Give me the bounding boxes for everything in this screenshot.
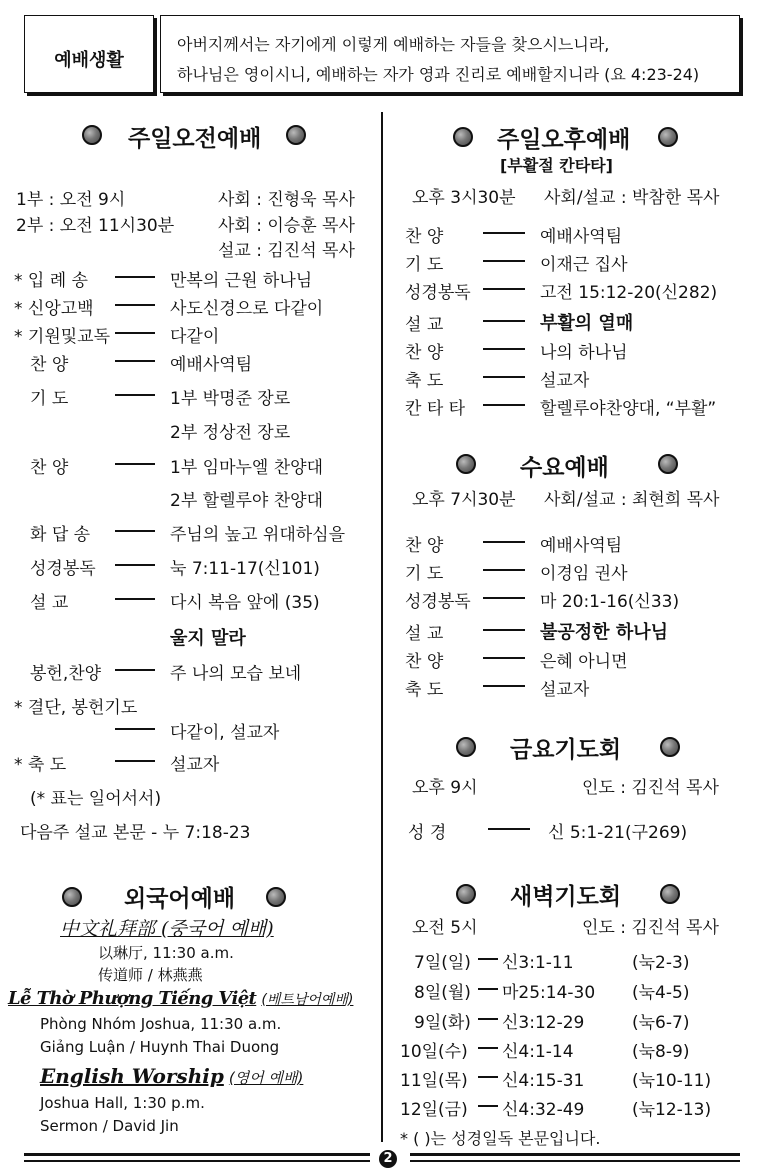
afternoon-title: 주일오후예배 [497, 127, 631, 153]
offering-value: 주 나의 모습 보네 [170, 664, 302, 684]
dawn-time: 오전 5시 [412, 918, 478, 938]
order-label: 화 답 송 [30, 525, 91, 545]
viet-line-2: Giảng Luận / Huynh Thai Duong [40, 1038, 280, 1056]
order-label: 성경봉독 [405, 592, 471, 612]
stand-note: (* 표는 일어서서) [30, 789, 162, 809]
morning-svc1-role: 사회 : 진형욱 목사 [218, 190, 355, 210]
leader-line [115, 332, 155, 334]
bullet-circle-icon [658, 454, 678, 474]
leader-line [488, 828, 530, 830]
dawn-title: 새벽기도회 [510, 884, 622, 910]
verse-box [160, 15, 740, 93]
dawn-day: 10일(수) [400, 1042, 468, 1062]
dawn-day: 11일(목) [400, 1071, 468, 1091]
footer-rule-left [24, 1153, 370, 1162]
dawn-ref: (눅2-3) [632, 953, 690, 973]
order-value: 할렐루야찬양대, “부활” [540, 399, 717, 419]
leader-line [115, 463, 155, 465]
foreign-title: 외국어예배 [124, 886, 236, 912]
leader-line [115, 276, 155, 278]
order-label: 기 도 [405, 564, 444, 584]
order-value: 예배사역팀 [540, 536, 623, 556]
leader-line [483, 320, 525, 322]
friday-time: 오후 9시 [412, 778, 478, 798]
english-header [40, 1064, 303, 1088]
order-value: 1부 임마누엘 찬양대 [170, 458, 323, 478]
dawn-day: 9일(화) [414, 1013, 471, 1033]
morning-sermon-title: 울지 말라 [170, 628, 246, 649]
dawn-reading: 마25:14-30 [502, 983, 596, 1003]
verse-line-1: 아버지께서는 자기에게 이렇게 예배하는 자들을 찾으시느니라, [177, 35, 610, 54]
bullet-circle-icon [456, 454, 476, 474]
friday-bible-label: 성 경 [408, 823, 447, 843]
leader-line [115, 669, 155, 671]
leader-line [483, 657, 525, 659]
order-label: 칸 타 타 [405, 399, 466, 419]
dawn-reading: 신4:1-14 [502, 1042, 574, 1062]
english-line-1: Joshua Hall, 1:30 p.m. [40, 1094, 205, 1112]
order-value: 눅 7:11-17(신101) [170, 559, 320, 579]
leader-line [478, 1018, 498, 1020]
dawn-day: 8일(월) [414, 983, 471, 1003]
order-value: 다같이 [170, 327, 220, 347]
chinese-line-2: 传道师 / 林燕燕 [98, 966, 203, 984]
order-value: 예배사역팀 [540, 227, 623, 247]
leader-line [115, 598, 155, 600]
leader-line [115, 304, 155, 306]
friday-bible-value: 신 5:1-21(구269) [548, 823, 688, 843]
order-label: 축 도 [405, 371, 444, 391]
order-label: 찬 양 [405, 343, 444, 363]
order-label: 성경봉독 [30, 559, 96, 579]
morning-svc2-role: 사회 : 이승훈 목사 [218, 216, 355, 236]
afternoon-subtitle: [부활절 칸타타] [500, 156, 613, 175]
page-number-text: 2 [383, 1151, 393, 1166]
order-label: 찬 양 [405, 652, 444, 672]
order-label: * 입 례 송 [14, 271, 88, 291]
order-label: 찬 양 [30, 458, 69, 478]
leader-line [115, 530, 155, 532]
decision-label: * 결단, 봉헌기도 [14, 698, 138, 718]
order-value: 이경임 권사 [540, 564, 628, 584]
order-label: 설 교 [405, 624, 444, 644]
order-label: 찬 양 [405, 536, 444, 556]
order-label: 찬 양 [30, 355, 69, 375]
bless-label: * 축 도 [14, 755, 67, 775]
order-value: 이재근 집사 [540, 255, 628, 275]
bullet-circle-icon [660, 737, 680, 757]
leader-line [483, 348, 525, 350]
wednesday-role: 사회/설교 : 최현희 목사 [544, 490, 720, 510]
morning-svc1: 1부 : 오전 9시 [16, 190, 126, 210]
order-value: 2부 할렐루야 찬양대 [170, 491, 323, 511]
leader-line [115, 728, 155, 730]
leader-line [115, 564, 155, 566]
order-value: 다시 복음 앞에 (35) [170, 593, 320, 613]
afternoon-role: 사회/설교 : 박참한 목사 [544, 188, 720, 208]
order-label: 기 도 [405, 255, 444, 275]
dawn-ref: (눅10-11) [632, 1071, 712, 1091]
wednesday-title: 수요예배 [520, 455, 609, 481]
order-value: 고전 15:12-20(신282) [540, 283, 718, 303]
leader-line [478, 1047, 498, 1049]
dawn-reading: 신4:32-49 [502, 1100, 585, 1120]
bullet-circle-icon [453, 127, 473, 147]
dawn-ref: (눅12-13) [632, 1100, 712, 1120]
order-label: * 기원및교독 [14, 327, 111, 347]
leader-line [483, 404, 525, 406]
bullet-circle-icon [266, 887, 286, 907]
dawn-day: 7일(일) [414, 953, 471, 973]
order-label: 설 교 [30, 593, 69, 613]
dawn-reading: 신3:1-11 [502, 953, 574, 973]
dawn-note: * ( )는 성경일독 본문입니다. [400, 1129, 601, 1148]
leader-line [483, 569, 525, 571]
chinese-title: 中文礼拜部 (중국어 예배) [60, 918, 274, 940]
leader-line [483, 541, 525, 543]
header-label-box [24, 15, 154, 93]
leader-line [483, 260, 525, 262]
header-label: 예배생활 [54, 50, 124, 71]
bullet-circle-icon [456, 737, 476, 757]
bullet-circle-icon [660, 884, 680, 904]
bullet-circle-icon [658, 127, 678, 147]
bullet-circle-icon [62, 887, 82, 907]
order-value: 마 20:1-16(신33) [540, 592, 680, 612]
viet-tag: (베트남어예배) [261, 992, 354, 1008]
leader-line [483, 232, 525, 234]
afternoon-time: 오후 3시30분 [412, 188, 516, 208]
leader-line [483, 685, 525, 687]
bullet-circle-icon [286, 125, 306, 145]
dawn-ref: (눅6-7) [632, 1013, 690, 1033]
leader-line [478, 958, 498, 960]
order-value: 주님의 높고 위대하심을 [170, 525, 346, 545]
bullet-circle-icon [82, 125, 102, 145]
footer-rule-right [410, 1153, 740, 1162]
order-value: 부활의 열매 [540, 313, 634, 334]
bullet-circle-icon [456, 884, 476, 904]
leader-line [115, 394, 155, 396]
leader-line [483, 376, 525, 378]
page-number [379, 1150, 397, 1168]
leader-line [483, 597, 525, 599]
friday-title: 금요기도회 [510, 737, 622, 763]
decision-value: 다같이, 설교자 [170, 723, 280, 743]
morning-title: 주일오전예배 [128, 126, 262, 152]
leader-line [483, 629, 525, 631]
leader-line [483, 288, 525, 290]
order-label: * 신앙고백 [14, 299, 94, 319]
order-label: 성경봉독 [405, 283, 471, 303]
english-tag: (영어 예배) [228, 1069, 304, 1087]
offering-label: 봉헌,찬양 [30, 664, 102, 684]
dawn-ref: (눅8-9) [632, 1042, 690, 1062]
chinese-line-1: 以琳厅, 11:30 a.m. [98, 944, 234, 962]
leader-line [478, 1076, 498, 1078]
verse-line-2: 하나님은 영이시니, 예배하는 자가 영과 진리로 예배할지니라 (요 4:23-24) [177, 65, 700, 84]
leader-line [115, 360, 155, 362]
dawn-ref: (눅4-5) [632, 983, 690, 1003]
english-title: English Worship [40, 1064, 224, 1088]
order-value: 은혜 아니면 [540, 652, 628, 672]
viet-line-1: Phòng Nhóm Joshua, 11:30 a.m. [40, 1015, 282, 1033]
order-label: 설 교 [405, 315, 444, 335]
viet-title: Lễ Thờ Phượng Tiếng Việt [8, 988, 257, 1009]
dawn-reading: 신3:12-29 [502, 1013, 585, 1033]
order-value: 1부 박명준 장로 [170, 389, 291, 409]
dawn-reading: 신4:15-31 [502, 1071, 585, 1091]
morning-preacher: 설교 : 김진석 목사 [218, 241, 355, 261]
leader-line [478, 988, 498, 990]
order-label: 찬 양 [405, 227, 444, 247]
friday-role: 인도 : 김진석 목사 [582, 778, 719, 798]
dawn-role: 인도 : 김진석 목사 [582, 918, 719, 938]
order-value: 설교자 [540, 371, 590, 391]
leader-line [115, 760, 155, 762]
leader-line [478, 1105, 498, 1107]
bless-value: 설교자 [170, 755, 220, 775]
order-value: 예배사역팀 [170, 355, 253, 375]
column-divider [381, 112, 383, 1142]
order-value: 나의 하나님 [540, 343, 628, 363]
order-value: 만복의 근원 하나님 [170, 271, 313, 291]
viet-header [8, 988, 353, 1009]
order-value: 2부 정상전 장로 [170, 423, 291, 443]
order-value: 불공정한 하나님 [540, 622, 668, 643]
morning-svc2: 2부 : 오전 11시30분 [16, 216, 175, 236]
order-value: 사도신경으로 다같이 [170, 299, 324, 319]
next-sermon: 다음주 설교 본문 - 누 7:18-23 [20, 823, 251, 843]
wednesday-time: 오후 7시30분 [412, 490, 516, 510]
order-label: 기 도 [30, 389, 69, 409]
order-label: 축 도 [405, 680, 444, 700]
order-value: 설교자 [540, 680, 590, 700]
english-line-2: Sermon / David Jin [40, 1117, 179, 1135]
dawn-day: 12일(금) [400, 1100, 468, 1120]
